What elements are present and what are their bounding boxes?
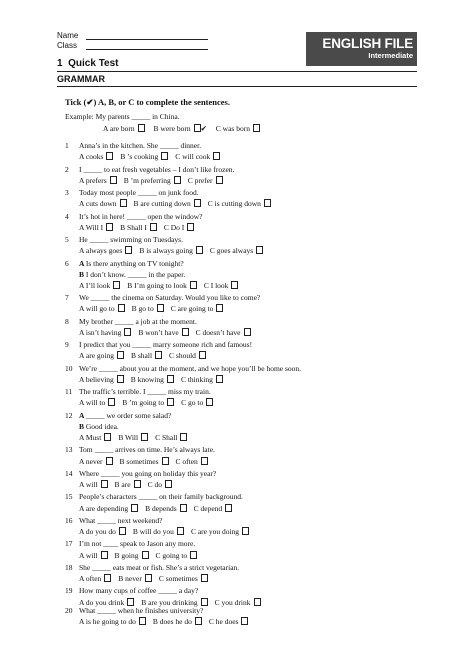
option-label: B is always going xyxy=(139,246,193,256)
option-b[interactable] xyxy=(120,152,168,161)
checkbox-icon[interactable] xyxy=(216,304,223,312)
test-number: 1 xyxy=(57,58,63,69)
option-b[interactable] xyxy=(115,480,141,489)
checkbox-icon[interactable] xyxy=(242,527,249,535)
option-label: C are you doing xyxy=(190,527,240,537)
option-c[interactable] xyxy=(175,152,220,161)
checkbox-icon[interactable] xyxy=(161,152,168,160)
checkbox-icon[interactable] xyxy=(241,617,248,625)
option-a[interactable] xyxy=(79,281,120,290)
checkbox-icon[interactable] xyxy=(141,433,148,441)
checkbox-icon[interactable] xyxy=(254,598,261,606)
speaker-b: B xyxy=(79,421,86,431)
checkbox-icon[interactable] xyxy=(120,199,127,207)
option-label: C sometimes xyxy=(158,574,198,584)
option-label: B never xyxy=(118,574,142,584)
option-label: C Do I xyxy=(163,222,185,232)
checkbox-icon[interactable] xyxy=(196,246,203,254)
option-a[interactable] xyxy=(79,328,131,337)
example-option-a[interactable]: A are born xyxy=(103,124,145,133)
checkbox-icon[interactable] xyxy=(138,124,145,132)
question-text: We’re _____ about you at the moment, and we hope you’ll be home soon. xyxy=(79,363,302,373)
option-label: A often xyxy=(79,574,102,584)
checkbox-icon[interactable] xyxy=(216,375,223,383)
question-text: A _____ we order some salad? xyxy=(79,410,172,420)
option-a[interactable] xyxy=(79,617,146,626)
option-b[interactable] xyxy=(118,574,152,583)
option-label: A prefers xyxy=(79,175,107,185)
option-b[interactable] xyxy=(153,617,202,626)
checkbox-icon[interactable] xyxy=(216,176,223,184)
brand-subtitle: Intermediate xyxy=(368,51,413,60)
option-a[interactable] xyxy=(79,457,113,466)
checkbox-icon[interactable] xyxy=(101,551,108,559)
option-c[interactable] xyxy=(208,199,271,208)
option-c[interactable] xyxy=(148,480,172,489)
checkbox-icon[interactable] xyxy=(231,281,238,289)
option-c[interactable] xyxy=(210,246,263,255)
option-label: B I’m going to look xyxy=(127,280,187,290)
option-label: C is cutting down xyxy=(207,199,261,209)
checkbox-icon[interactable] xyxy=(213,152,220,160)
checkbox-icon[interactable] xyxy=(106,223,113,231)
checkbox-icon[interactable] xyxy=(113,281,120,289)
question-number: 7 xyxy=(65,293,69,303)
checkbox-icon[interactable] xyxy=(256,246,263,254)
option-a[interactable] xyxy=(79,246,132,255)
question-reply-text: B Good idea. xyxy=(79,421,119,431)
question-number: 5 xyxy=(65,235,69,244)
option-a[interactable] xyxy=(79,223,113,232)
question-text: A Is there anything on TV tonight? xyxy=(79,258,184,268)
option-b[interactable] xyxy=(133,527,184,536)
checkbox-icon[interactable] xyxy=(199,351,206,359)
question-text: What _____ when he finishes university? xyxy=(79,606,204,615)
option-label: C do xyxy=(147,480,162,490)
checkbox-icon[interactable] xyxy=(104,574,111,582)
option-c[interactable] xyxy=(191,527,249,536)
brand-title: ENGLISH FILE xyxy=(322,36,413,51)
option-b[interactable] xyxy=(115,551,149,560)
question-text: Anna’s in the kitchen. She _____ dinner. xyxy=(79,141,202,150)
speaker-b: B xyxy=(79,269,86,279)
option-label: A Must xyxy=(79,433,102,443)
option-a[interactable] xyxy=(79,199,127,208)
option-b[interactable] xyxy=(139,246,203,255)
option-label: B will do you xyxy=(132,527,174,537)
option-b[interactable] xyxy=(120,457,169,466)
example-sentence: My parents _____ in China. xyxy=(95,112,180,121)
instruction: Tick (✔) A, B, or C to complete the sentences. xyxy=(65,97,230,107)
checkbox-icon[interactable] xyxy=(190,551,197,559)
question-reply-text: B I don’t know. _____ in the paper. xyxy=(79,269,186,279)
checkbox-icon[interactable] xyxy=(187,223,194,231)
option-label: A always goes xyxy=(79,246,123,256)
option-a[interactable] xyxy=(79,527,126,536)
question-number: 9 xyxy=(65,340,69,350)
checkbox-icon[interactable] xyxy=(101,480,108,488)
checkbox-icon[interactable] xyxy=(174,176,181,184)
option-label: C I look xyxy=(203,280,229,290)
question-number: 6 xyxy=(65,258,69,268)
option-b[interactable] xyxy=(118,433,148,442)
option-label: A do you do xyxy=(79,527,116,537)
option-label: A believing xyxy=(79,374,114,384)
checkbox-icon[interactable] xyxy=(145,574,152,582)
question-number: 2 xyxy=(65,164,69,174)
option-b[interactable] xyxy=(122,398,174,407)
brand-logo xyxy=(306,32,417,66)
option-a[interactable] xyxy=(79,574,111,583)
option-c[interactable] xyxy=(159,574,208,583)
checkbox-icon[interactable] xyxy=(139,617,146,625)
option-label: C thinking xyxy=(180,374,213,384)
question-number: 16 xyxy=(65,515,73,525)
option-label: C you drink xyxy=(214,597,251,607)
checkbox-icon[interactable] xyxy=(118,304,125,312)
question-number: 14 xyxy=(65,468,73,478)
question-text: Tom _____ arrives on time. He’s always late. xyxy=(79,445,215,455)
checkbox-icon[interactable] xyxy=(182,328,189,336)
option-label: C are going to xyxy=(170,304,214,314)
question-text: I predict that you _____ marry someone rich and famous! xyxy=(79,340,253,350)
option-label: A isn’t having xyxy=(79,327,122,337)
question-text: We _____ the cinema on Saturday. Would you like to come? xyxy=(79,293,261,303)
option-a[interactable] xyxy=(79,398,115,407)
option-c[interactable] xyxy=(196,328,251,337)
option-b[interactable] xyxy=(145,504,186,513)
name-label: Name xyxy=(57,31,79,40)
option-label: A cuts down xyxy=(79,199,117,209)
test-title: Quick Test xyxy=(68,58,119,69)
question-number: 4 xyxy=(65,211,69,221)
question-number: 11 xyxy=(65,387,73,397)
checkbox-icon[interactable] xyxy=(201,574,208,582)
question-number: 13 xyxy=(65,445,73,455)
checkbox-icon[interactable] xyxy=(167,375,174,383)
option-label: A is he going to do xyxy=(79,617,136,627)
checkbox-icon[interactable] xyxy=(106,457,113,465)
option-a[interactable] xyxy=(79,152,113,161)
option-label: B depends xyxy=(145,503,177,513)
question-number: 10 xyxy=(65,363,73,373)
option-c[interactable] xyxy=(164,223,194,232)
divider xyxy=(57,71,417,72)
checkbox-icon[interactable] xyxy=(194,199,201,207)
option-label: A cooks xyxy=(79,152,104,162)
page-title xyxy=(57,58,119,69)
checkbox-icon[interactable] xyxy=(110,176,117,184)
question-text: She _____ eats meat or fish. She’s a strict vegetarian. xyxy=(79,562,240,572)
option-label: C doesn’t have xyxy=(195,327,241,337)
option-b[interactable] xyxy=(131,375,174,384)
checkbox-icon[interactable] xyxy=(225,504,232,512)
option-label: B are cutting down xyxy=(133,199,191,209)
option-label: A are depending xyxy=(79,503,129,513)
option-c[interactable] xyxy=(194,504,233,513)
option-label: C should xyxy=(169,351,196,361)
question-number: 15 xyxy=(65,492,73,502)
option-a[interactable] xyxy=(79,480,108,489)
question-text: I _____ to eat fresh vegetables – I don’t like frozen. xyxy=(79,164,235,174)
option-a[interactable] xyxy=(79,375,124,384)
option-a[interactable] xyxy=(79,433,111,442)
question-text: Where _____ you going on holiday this year? xyxy=(79,468,217,478)
question-text: The traffic’s terrible. I _____ miss my train. xyxy=(79,387,211,397)
option-c[interactable] xyxy=(188,176,223,185)
question-text: He _____ swimming on Tuesdays. xyxy=(79,235,183,244)
option-label: C will cook xyxy=(175,152,211,162)
option-label: A will xyxy=(79,480,98,490)
option-label: C depend xyxy=(193,503,223,513)
checkbox-icon[interactable] xyxy=(155,351,162,359)
question-number: 8 xyxy=(65,316,69,326)
option-a[interactable] xyxy=(79,304,125,313)
checkbox-icon[interactable] xyxy=(142,551,149,559)
option-c[interactable] xyxy=(171,304,224,313)
checkbox-icon[interactable] xyxy=(119,527,126,535)
checkbox-icon[interactable] xyxy=(180,433,187,441)
checkbox-icon[interactable] xyxy=(117,351,124,359)
option-label: C Shall xyxy=(155,433,178,443)
checkbox-icon[interactable] xyxy=(125,246,132,254)
option-a[interactable] xyxy=(79,551,108,560)
checkbox-icon[interactable] xyxy=(150,223,157,231)
question-number: 18 xyxy=(65,562,73,572)
option-label: A do you drink xyxy=(79,597,125,607)
question-number: 1 xyxy=(65,141,69,150)
checkbox-icon[interactable] xyxy=(165,480,172,488)
question-number: 17 xyxy=(65,539,73,549)
option-c[interactable] xyxy=(209,617,249,626)
question-text: How many cups of coffee _____ a day? xyxy=(79,586,199,596)
option-label: B ’m going to xyxy=(122,398,165,408)
option-c[interactable] xyxy=(215,598,261,607)
checkbox-icon[interactable] xyxy=(134,480,141,488)
class-field[interactable] xyxy=(86,49,208,50)
question-text: I’m not ____ speak to Jason any more. xyxy=(79,539,196,549)
option-c[interactable] xyxy=(169,351,206,360)
question-text: It’s hot in here! _____ open the window? xyxy=(79,211,203,221)
option-label: B sometimes xyxy=(119,456,159,466)
option-b[interactable] xyxy=(124,176,181,185)
option-a[interactable] xyxy=(79,176,117,185)
option-label: B are xyxy=(114,480,131,490)
speaker-a: A xyxy=(79,258,86,268)
checkbox-icon[interactable] xyxy=(157,304,164,312)
option-label: B ’m preferring xyxy=(123,175,171,185)
option-b[interactable] xyxy=(132,304,164,313)
option-c[interactable] xyxy=(181,375,223,384)
option-b[interactable] xyxy=(127,281,197,290)
question-text: What _____ next weekend? xyxy=(79,515,163,525)
checkbox-icon[interactable] xyxy=(180,504,187,512)
option-label: A Will I xyxy=(79,222,104,232)
question-number: 19 xyxy=(65,586,73,596)
divider xyxy=(57,86,417,87)
name-field[interactable] xyxy=(86,39,208,40)
checkbox-icon[interactable] xyxy=(124,328,131,336)
example-text xyxy=(65,111,180,122)
option-label: A will go to xyxy=(79,304,115,314)
option-b[interactable] xyxy=(120,223,157,232)
checkbox-icon[interactable] xyxy=(177,527,184,535)
option-a[interactable] xyxy=(79,351,124,360)
checkbox-icon[interactable] xyxy=(167,398,174,406)
question-number: 3 xyxy=(65,188,69,197)
tick-icon: ✔ xyxy=(200,124,207,133)
option-label: C go to xyxy=(181,398,204,408)
checkbox-icon[interactable] xyxy=(264,199,271,207)
example-label: Example: xyxy=(65,112,94,121)
option-label: B shall xyxy=(131,351,153,361)
checkbox-icon[interactable] xyxy=(117,375,124,383)
option-label: B are you drinking xyxy=(141,597,198,607)
checkbox-icon[interactable] xyxy=(104,433,111,441)
option-label: B knowing xyxy=(130,374,164,384)
class-label: Class xyxy=(57,41,78,50)
option-label: B ’s cooking xyxy=(120,152,159,162)
question-text: Today most people _____ on junk food. xyxy=(79,188,199,197)
question-text: My brother _____ a job at the moment. xyxy=(79,316,197,326)
option-label: B going xyxy=(114,550,139,560)
checkbox-icon[interactable] xyxy=(195,617,202,625)
checkbox-icon[interactable] xyxy=(162,457,169,465)
checkbox-icon[interactable] xyxy=(244,328,251,336)
checkbox-icon[interactable] xyxy=(253,124,260,132)
speaker-a: A xyxy=(79,410,86,420)
option-label: B go to xyxy=(131,304,154,314)
option-label: C goes always xyxy=(209,246,254,256)
option-c[interactable] xyxy=(156,551,198,560)
option-b[interactable] xyxy=(138,328,188,337)
question-text: People’s characters _____ on their family background. xyxy=(79,492,243,502)
option-label: C often xyxy=(175,456,198,466)
option-c[interactable] xyxy=(204,281,239,290)
option-label: A never xyxy=(79,456,103,466)
example-options xyxy=(103,123,267,134)
option-label: A are going xyxy=(79,351,114,361)
checkbox-icon[interactable] xyxy=(190,281,197,289)
option-b[interactable] xyxy=(134,199,201,208)
option-label: C prefer xyxy=(187,175,213,185)
example-option-c[interactable]: C was born xyxy=(216,124,260,133)
option-c[interactable] xyxy=(155,433,187,442)
option-label: C going to xyxy=(155,550,188,560)
option-c[interactable] xyxy=(181,398,213,407)
checkbox-icon[interactable] xyxy=(106,152,113,160)
checkbox-icon[interactable] xyxy=(206,398,213,406)
option-label: A I’ll look xyxy=(79,280,111,290)
checkbox-icon[interactable] xyxy=(131,504,138,512)
option-label: B does he do xyxy=(152,617,192,627)
checkbox-icon[interactable] xyxy=(201,457,208,465)
checkbox-icon[interactable] xyxy=(194,124,201,132)
question-number: 20 xyxy=(65,606,73,615)
option-label: B Will xyxy=(118,433,139,443)
option-label: B Shall I xyxy=(120,222,147,232)
option-label: B won’t have xyxy=(138,327,179,337)
checkbox-icon[interactable] xyxy=(108,398,115,406)
option-c[interactable] xyxy=(176,457,208,466)
example-option-b[interactable]: B were born ✔ xyxy=(153,124,207,133)
option-label: A will to xyxy=(79,398,106,408)
option-label: A will xyxy=(79,550,98,560)
section-heading: GRAMMAR xyxy=(57,74,105,84)
option-a[interactable] xyxy=(79,504,138,513)
question-number: 12 xyxy=(65,410,73,420)
option-label: C he does xyxy=(208,617,239,627)
option-b[interactable] xyxy=(131,351,162,360)
